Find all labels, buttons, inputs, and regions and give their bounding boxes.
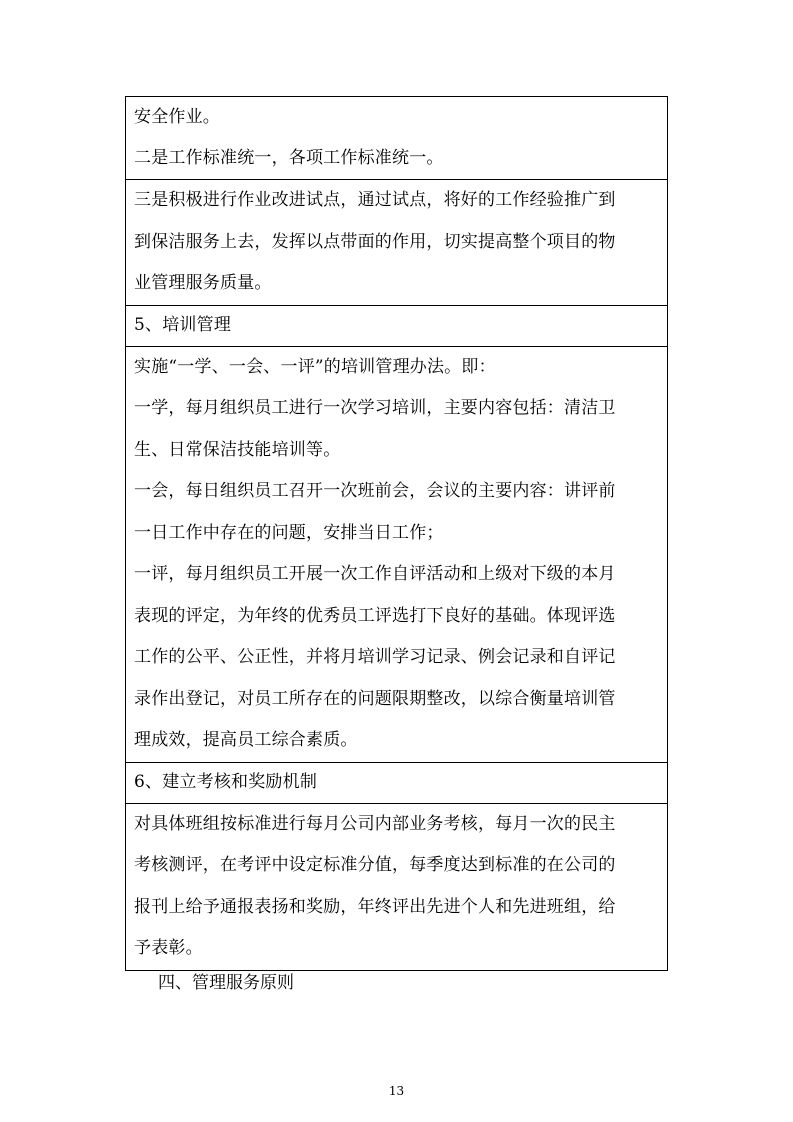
text-line: 对具体班组按标准进行每月公司内部业务考核，每月一次的民主 bbox=[134, 813, 616, 834]
text-line: 录作出登记，对员工所存在的问题限期整改，以综合衡量培训管 bbox=[134, 688, 616, 709]
text-line: 二是工作标准统一，各项工作标准统一。 bbox=[134, 148, 444, 168]
page-number: 13 bbox=[388, 1084, 405, 1098]
table-cell-training-body bbox=[126, 346, 667, 762]
text-line: 实施“一学、一会、一评”的培训管理办法。即： bbox=[134, 356, 496, 377]
text-line: 安全作业。 bbox=[134, 107, 220, 127]
text-line: 一学，每月组织员工进行一次学习培训，主要内容包括：清洁卫 bbox=[134, 398, 616, 418]
text-line: 一日工作中存在的问题，安排当日工作； bbox=[134, 522, 444, 543]
text-line: 报刊上给予通报表扬和奖励，年终评出先进个人和先进班组，给 bbox=[134, 896, 616, 917]
table-cell-assessment-body bbox=[126, 803, 667, 970]
table-cell-training-heading bbox=[126, 305, 667, 346]
table-cell-assessment-heading bbox=[126, 762, 667, 803]
section-heading: 四、管理服务原则 bbox=[158, 973, 294, 993]
text-line: 理成效，提高员工综合素质。 bbox=[134, 730, 358, 750]
text-line: 一会，每日组织员工召开一次班前会，会议的主要内容：讲评前 bbox=[134, 481, 616, 501]
text-line: 工作的公平、公正性，并将月培训学习记录、例会记录和自评记 bbox=[134, 647, 616, 667]
text-line: 考核测评，在考评中设定标准分值，每季度达到标准的在公司的 bbox=[134, 855, 616, 875]
text-line: 一评，每月组织员工开展一次工作自评活动和上级对下级的本月 bbox=[134, 564, 616, 584]
text-line: 到保洁服务上去，发挥以点带面的作用，切实提高整个项目的物 bbox=[134, 231, 616, 252]
text-line: 生、日常保洁技能培训等。 bbox=[134, 439, 341, 460]
text-line: 予表彰。 bbox=[134, 938, 203, 958]
table-cell-pilot bbox=[126, 179, 667, 305]
content-table bbox=[125, 96, 668, 971]
section-title: 6、建立考核和奖励机制 bbox=[134, 771, 318, 792]
text-line: 三是积极进行作业改进试点，通过试点，将好的工作经验推广到 bbox=[134, 190, 616, 210]
section-title: 5、培训管理 bbox=[134, 314, 232, 335]
text-line: 表现的评定，为年终的优秀员工评选打下良好的基础。体现评选 bbox=[134, 605, 616, 626]
table-cell-safety bbox=[126, 97, 667, 179]
text-line: 业管理服务质量。 bbox=[134, 273, 272, 293]
